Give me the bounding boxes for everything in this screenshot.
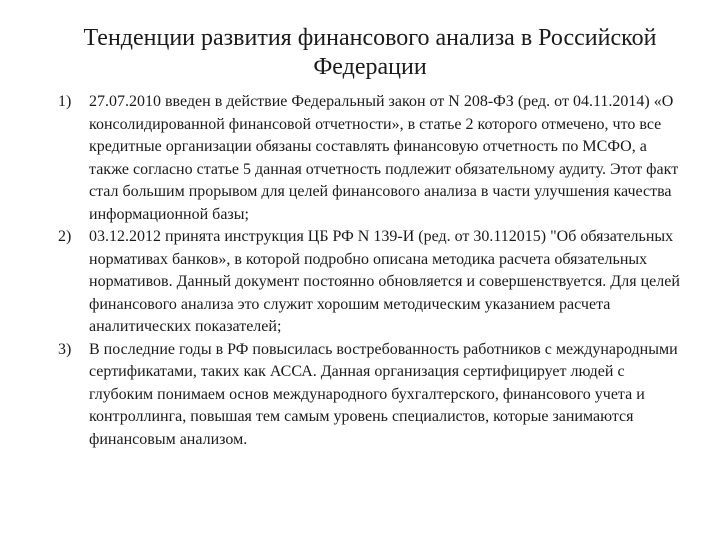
item-text: 27.07.2010 введен в действие Федеральный закон от N 208-ФЗ (ред. от 04.11.2014) «О консолидированной финансовой отчетности», в статье 2 которого отмечено, что все кредитные организации обязаны составлять финансовую отчетность по МСФО, а также согласно статье 5 данная отчетность подлежит обязательному аудиту. Этот факт стал большим прорывом для целей финансового анализа в части улучшения качества информационной базы; bbox=[89, 93, 679, 223]
list-item bbox=[58, 226, 688, 339]
list-item bbox=[58, 339, 688, 452]
item-number: 1) bbox=[58, 93, 72, 110]
numbered-list bbox=[58, 91, 688, 451]
item-number: 3) bbox=[58, 340, 72, 358]
item-number: 2) bbox=[58, 228, 72, 245]
item-text: В последние годы в РФ повысилась востребованность работников с международными сертификатами, таких как АССА. Данная организация сертифицирует людей с глубоким понимаем основ международного бухгалтерского, финансового учета и контроллинга, повышая тем самым уровень специалистов, которые занимаются финансовым анализом. bbox=[89, 340, 678, 448]
item-text: 03.12.2012 принята инструкция ЦБ РФ N 139-И (ред. от 30.112015) "Об обязательных нормативах банков», в которой подробно описана методика расчета обязательных нормативов. Данный документ постоянно обновляется и совершенствуется. Для целей финансового анализа это служит хорошим методическим указанием расчета аналитических показателей; bbox=[89, 228, 680, 335]
list-item bbox=[58, 91, 688, 226]
slide-title: Тенденции развития финансового анализа в Российской Федерации bbox=[83, 25, 657, 80]
